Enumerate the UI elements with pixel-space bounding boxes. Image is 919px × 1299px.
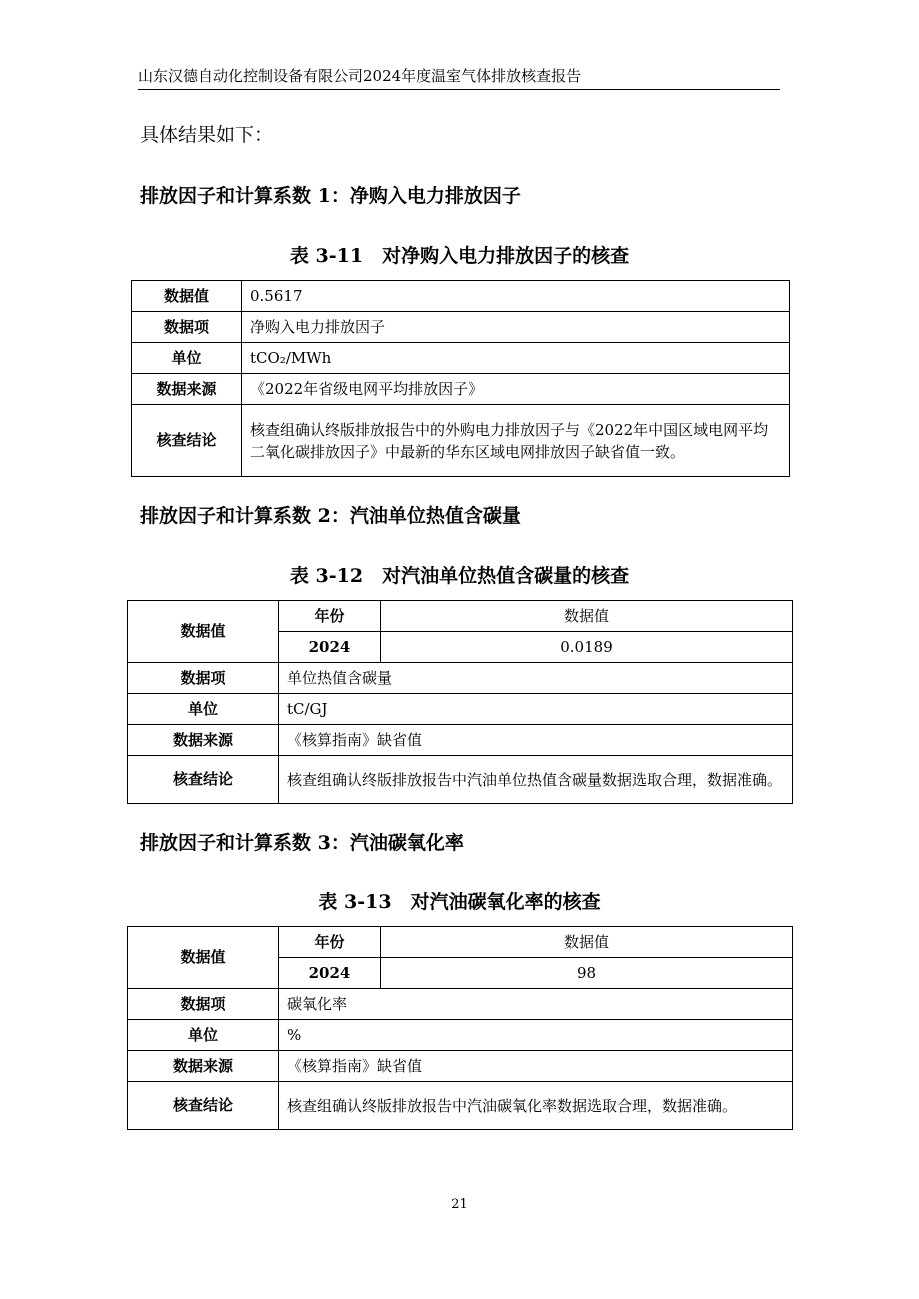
unit-cell: % — [279, 1020, 793, 1051]
table-3-13 — [127, 926, 793, 1130]
item-label: 数据项 — [132, 312, 242, 343]
source-label: 数据来源 — [128, 725, 279, 756]
item-label: 数据项 — [128, 663, 279, 694]
source-label: 数据来源 — [132, 374, 242, 405]
page-number: 21 — [451, 1197, 468, 1212]
unit-cell: tCO₂/MWh — [242, 343, 790, 374]
conclusion-cell: 核查组确认终版排放报告中的外购电力排放因子与《2022年中国区域电网平均二氧化碳排放因子》中最新的华东区域电网排放因子缺省值一致。 — [242, 405, 790, 477]
unit-label: 单位 — [128, 694, 279, 725]
page-header: 山东汉德自动化控制设备有限公司2024年度温室气体排放核查报告 — [138, 66, 780, 90]
value-label: 数据值 — [132, 281, 242, 312]
section-heading-1: 排放因子和计算系数 1：净购入电力排放因子 — [140, 185, 521, 207]
source-cell: 《核算指南》缺省值 — [279, 1051, 793, 1082]
year-cell: 2024 — [279, 632, 381, 663]
value-header: 数据值 — [381, 601, 793, 632]
value-cell: 98 — [381, 958, 793, 989]
conclusion-cell: 核查组确认终版排放报告中汽油单位热值含碳量数据选取合理，数据准确。 — [279, 756, 793, 804]
conclusion-label: 核查结论 — [128, 756, 279, 804]
intro-text: 具体结果如下： — [140, 124, 274, 146]
year-cell: 2024 — [279, 958, 381, 989]
value-label: 数据值 — [128, 927, 279, 989]
year-header: 年份 — [279, 927, 381, 958]
value-cell: 0.5617 — [242, 281, 790, 312]
unit-label: 单位 — [128, 1020, 279, 1051]
year-header: 年份 — [279, 601, 381, 632]
item-cell: 净购入电力排放因子 — [242, 312, 790, 343]
table-caption-3-12: 表 3-12 对汽油单位热值含碳量的核查 — [289, 565, 630, 587]
source-cell: 《核算指南》缺省值 — [279, 725, 793, 756]
item-label: 数据项 — [128, 989, 279, 1020]
source-label: 数据来源 — [128, 1051, 279, 1082]
section-heading-2: 排放因子和计算系数 2：汽油单位热值含碳量 — [140, 505, 521, 527]
source-cell: 《2022年省级电网平均排放因子》 — [242, 374, 790, 405]
value-header: 数据值 — [381, 927, 793, 958]
table-3-12 — [127, 600, 793, 804]
unit-cell: tC/GJ — [279, 694, 793, 725]
table-3-11 — [131, 280, 790, 477]
conclusion-label: 核查结论 — [132, 405, 242, 477]
table-caption-3-11: 表 3-11 对净购入电力排放因子的核查 — [289, 245, 630, 267]
value-cell: 0.0189 — [381, 632, 793, 663]
value-label: 数据值 — [128, 601, 279, 663]
conclusion-label: 核查结论 — [128, 1082, 279, 1130]
section-heading-3: 排放因子和计算系数 3：汽油碳氧化率 — [140, 832, 464, 854]
conclusion-cell: 核查组确认终版排放报告中汽油碳氧化率数据选取合理，数据准确。 — [279, 1082, 793, 1130]
item-cell: 碳氧化率 — [279, 989, 793, 1020]
unit-label: 单位 — [132, 343, 242, 374]
item-cell: 单位热值含碳量 — [279, 663, 793, 694]
table-caption-3-13: 表 3-13 对汽油碳氧化率的核查 — [318, 891, 601, 913]
